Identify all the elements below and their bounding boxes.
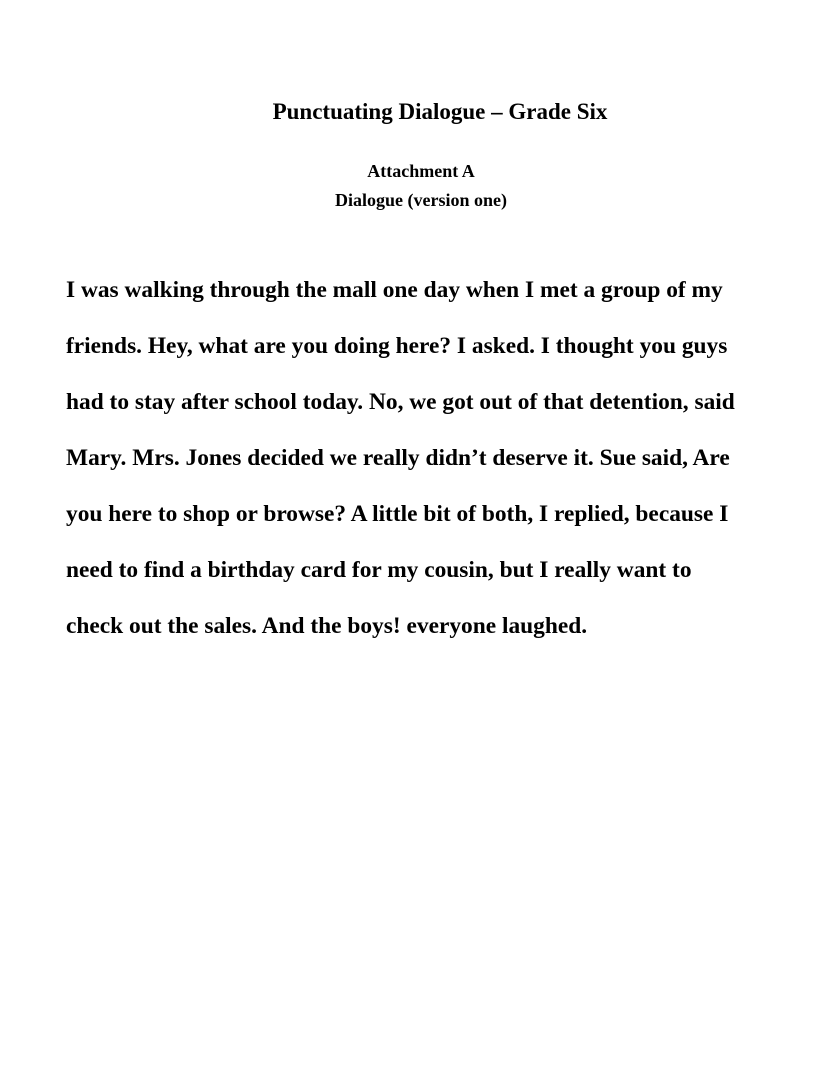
paragraph-line: I was walking through the mall one day when I met a group of my xyxy=(66,277,723,303)
attachment-label: Attachment A xyxy=(367,161,475,181)
paragraph-line: had to stay after school today. No, we got out of that detention, said xyxy=(66,389,735,415)
dialogue-paragraph xyxy=(66,262,772,654)
paragraph-line: Mary. Mrs. Jones decided we really didn’t deserve it. Sue said, Are xyxy=(66,445,730,471)
paragraph-line: check out the sales. And the boys! everyone laughed. xyxy=(66,613,588,639)
paragraph-line: you here to shop or browse? A little bit of both, I replied, because I xyxy=(66,501,729,527)
paragraph-line: friends. Hey, what are you doing here? I asked. I thought you guys xyxy=(66,333,728,359)
document-title: Punctuating Dialogue – Grade Six xyxy=(272,99,608,124)
paragraph-line: need to find a birthday card for my cousin, but I really want to xyxy=(66,557,692,583)
document-subtitle: Dialogue (version one) xyxy=(335,190,507,210)
